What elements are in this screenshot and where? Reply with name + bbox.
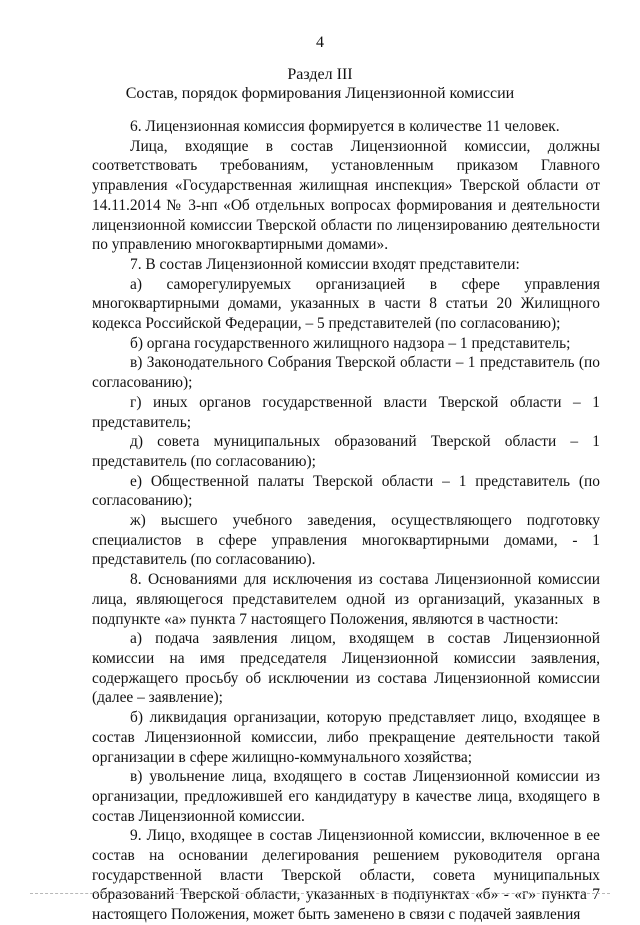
paragraph-item-6: 6. Лицензионная комиссия формируется в количестве 11 человек. bbox=[130, 118, 560, 135]
paragraph-item-7b: б) органа государственного жилищного надзора – 1 представитель; bbox=[130, 334, 571, 352]
paragraph-item-7a: а) саморегулируемых организацией в сфере управления многоквартирными домами, указанных в части 8 статьи 20 Жилищного кодекса Российской Федерации, – 5 представителей (по согласованию); bbox=[92, 275, 600, 333]
paragraph-item-7: 7. В состав Лицензионной комиссии входят представители: bbox=[130, 255, 520, 273]
paragraph-item-7g: г) иных органов государственной власти Тверской области – 1 представитель; bbox=[92, 393, 600, 431]
section-subtitle: Состав, порядок формирования Лицензионной комиссии bbox=[125, 85, 515, 102]
paragraph-item-9: 9. Лицо, входящее в состав Лицензионной комиссии, включенное в ее состав на основании делегирования решением руководителя органа государственной власти Тверской области, совета муниципальных образований Тверской области, указанных в подпунктах «б» - «г» пункта 7 настоящего Положения, может быть заменено в связи с подачей заявления bbox=[92, 827, 600, 924]
page-number: 4 bbox=[316, 34, 324, 51]
paragraph-item-7zh: ж) высшего учебного заведения, осуществляющего подготовку специалистов в сфере управления многоквартирными домами, - 1 представитель (по согласованию). bbox=[92, 512, 600, 569]
scan-bottom-edge bbox=[30, 893, 610, 894]
paragraph-item-7v: в) Законодательного Собрания Тверской области – 1 представитель (по согласованию); bbox=[92, 354, 600, 392]
paragraph-item-7e: е) Общественной палаты Тверской области – 1 представитель (по согласованию); bbox=[92, 472, 600, 510]
paragraph-item-7d: д) совета муниципальных образований Тверской области – 1 представитель (по согласованию); bbox=[92, 433, 600, 470]
paragraph-requirements: Лица, входящие в состав Лицензионной комиссии, должны соответствовать требованиям, установленным приказом Главного управления «Государственная жилищная инспекция» Тверской области от 14.11.2014 № 3-нп «Об отдельных вопросах формирования и деятельности лицензионной комиссии Тверской области по лицензированию деятельности по управлению многоквартирными домами». bbox=[92, 137, 600, 254]
document-body bbox=[92, 117, 600, 925]
paragraph-item-8b: б) ликвидация организации, которую представляет лицо, входящее в состав Лицензионной комиссии, либо прекращение деятельности такой организации в сфере жилищно-коммунального хозяйства; bbox=[92, 709, 600, 766]
section-title: Раздел III bbox=[287, 66, 353, 83]
paragraph-item-8: 8. Основаниями для исключения из состава Лицензионной комиссии лица, являющегося представителем одной из организаций, указанных в подпункте «а» пункта 7 настоящего Положения, являются в частности: bbox=[92, 571, 600, 628]
paragraph-item-8v: в) увольнение лица, входящего в состав Лицензионной комиссии из организации, предложившей его кандидатуру в качестве лица, входящего в состав Лицензионной комиссии. bbox=[92, 768, 600, 825]
paragraph-item-8a: а) подача заявления лицом, входящем в состав Лицензионной комиссии на имя председателя Лицензионной комиссии заявления, содержащего просьбу об исключении из состава Лицензионной комиссии (далее – заявление); bbox=[92, 630, 600, 707]
